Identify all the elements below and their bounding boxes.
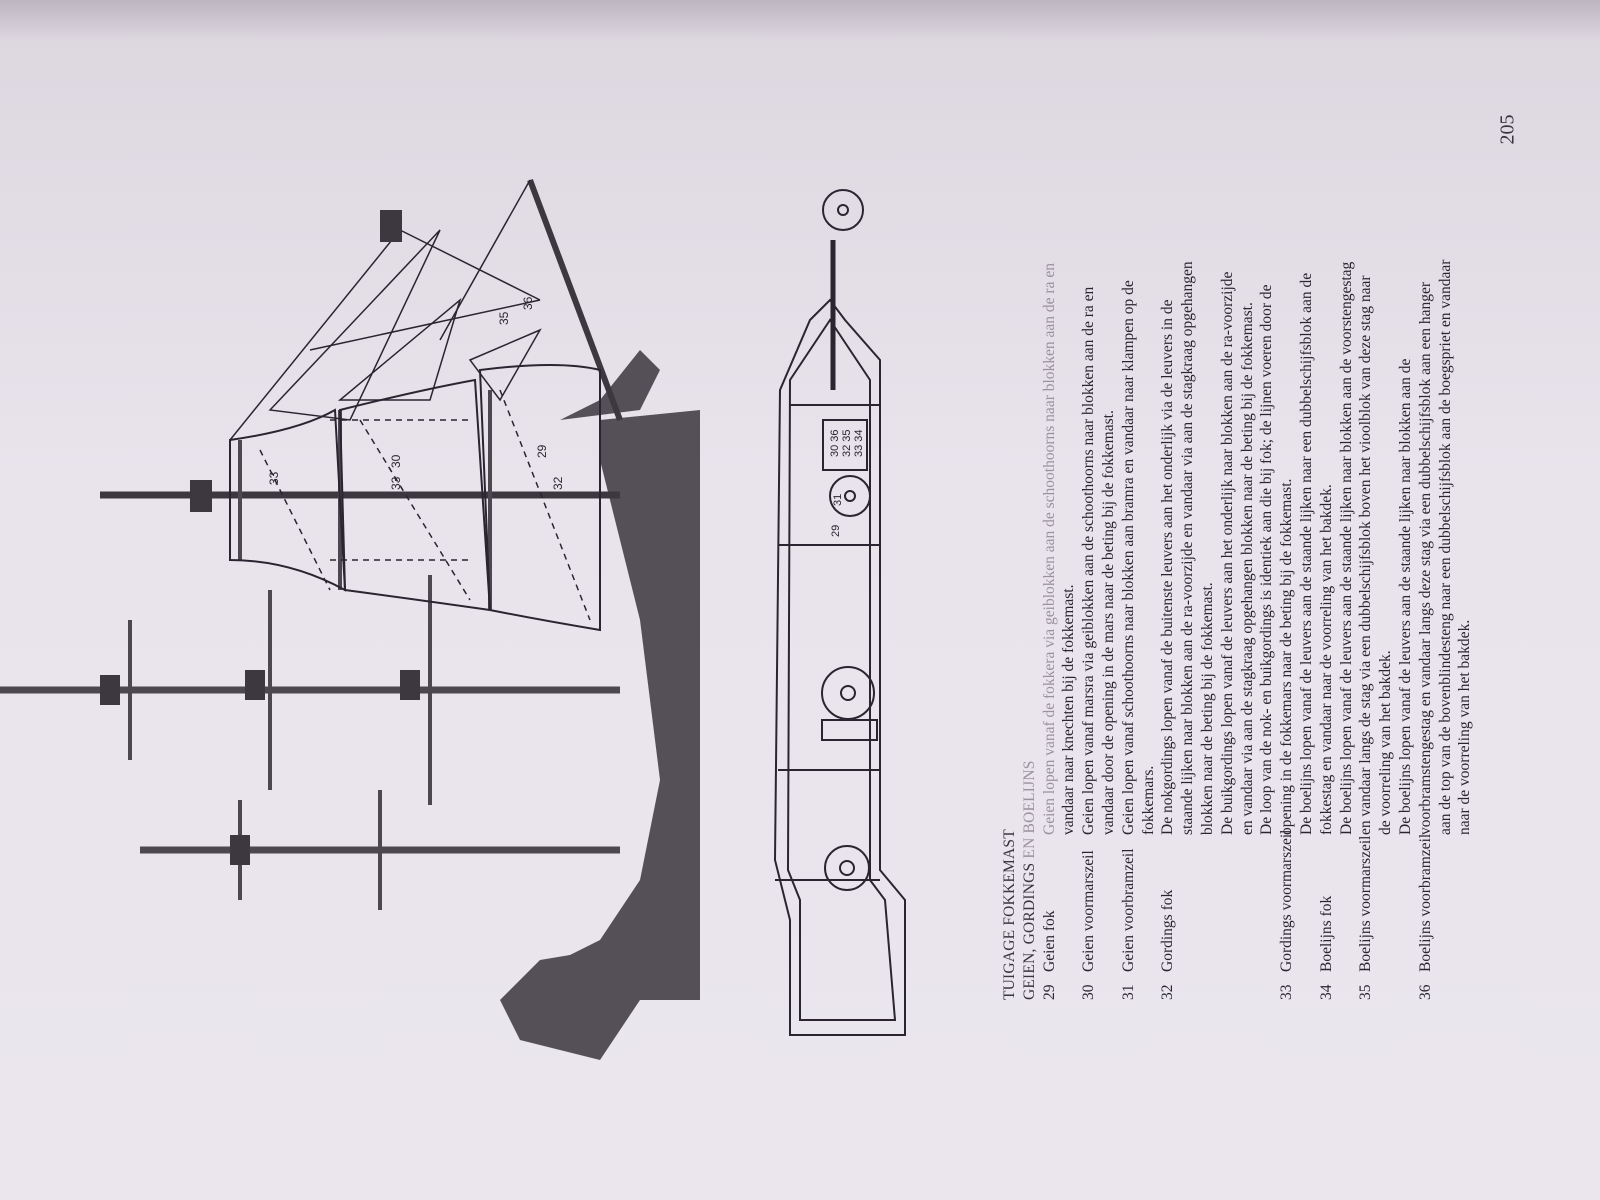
- entry-number: 33: [1278, 984, 1296, 1000]
- entry-34-line-1: [1317, 0, 1337, 1000]
- diagram-label-35: 35: [497, 311, 511, 325]
- entry-33-line-1: [1277, 0, 1297, 1000]
- entry-text: en vandaar langs de stag via een dubbelschijfsblok boven het vioolblok van deze stag naar: [1357, 275, 1375, 835]
- entry-31-line-2: [1139, 0, 1159, 1000]
- entry-label: Boelijns voorbramzeil: [1416, 833, 1434, 972]
- entry-36-line-3: [1455, 0, 1475, 1000]
- entry-number: 36: [1416, 984, 1434, 1000]
- caption-title: TUIGAGE FOKKEMAST: [1001, 829, 1018, 1000]
- plan-label-29: 29: [830, 524, 842, 537]
- entry-36-line-1: [1416, 0, 1436, 1000]
- entry-text: Geien lopen vanaf marsra via geiblokken aan de schoothoorns naar blokken aan de ra en: [1080, 286, 1098, 835]
- plan-label-30-36: 30 36: [829, 429, 841, 457]
- entry-text: De boelijns lopen vanaf de leuvers aan de staande lijken naar blokken aan de: [1396, 358, 1414, 835]
- entry-text: en vandaar via aan de stagkraag opgehangen blokken naar de beting bij de fokkemast.: [1238, 302, 1256, 835]
- entry-text: voorbramstengestag en vandaar langs deze stag via een dubbelschijfsblok aan een hanger: [1416, 281, 1434, 835]
- entry-label: Geien voorbramzeil: [1119, 848, 1137, 972]
- diagram-label-32: 32: [551, 476, 565, 490]
- entry-text: De nokgordings lopen vanaf de buitenste leuvers aan het onderlijk via de leuvers in de: [1159, 299, 1177, 835]
- entry-34-line-2: [1337, 0, 1357, 1000]
- entry-label: Gordings voormarszeil: [1278, 829, 1296, 972]
- diagram-label-31: 33: [267, 471, 281, 485]
- entry-text: vandaar door de opening in de mars naar de beting bij de fokkemast.: [1099, 410, 1117, 835]
- entry-text: vandaar naar knechten bij de fokkemast.: [1060, 584, 1078, 835]
- diagram-label-29: 29: [535, 444, 549, 458]
- entry-text: naar de voorreling van het bakdek.: [1456, 619, 1474, 835]
- page-number: 205: [1496, 114, 1519, 145]
- entry-32-line-1: [1158, 0, 1178, 1000]
- entry-text: aan de top van de bovenblindesteng naar een dubbelschijfsblok aan de boegspriet en vandaar: [1436, 259, 1454, 835]
- entry-text: De boelijns lopen vanaf de leuvers aan de staande lijken naar blokken aan de voorstengestag: [1337, 261, 1355, 835]
- entry-35-line-3: [1396, 0, 1416, 1000]
- plan-label-32-35: 32 35: [841, 429, 853, 457]
- entry-label: Geien voormarszeil: [1080, 850, 1098, 972]
- entry-32-line-2: [1178, 0, 1198, 1000]
- plan-label-33-34: 33 34: [853, 429, 865, 457]
- entry-30-line-1: [1079, 0, 1099, 1000]
- entry-number: 31: [1119, 984, 1137, 1000]
- entry-33-line-2: [1297, 0, 1317, 1000]
- entry-text: de voorreling van het bakdek.: [1377, 650, 1395, 835]
- entry-30-line-2: [1099, 0, 1119, 1000]
- entry-text: staande lijken naar blokken aan de ra-voorzijde en vandaar via aan de stagkraag opgehangen: [1179, 261, 1197, 835]
- plan-label-31: 31: [832, 493, 844, 506]
- entry-32-line-3: [1198, 0, 1218, 1000]
- diagram-label-36: 36: [521, 296, 535, 310]
- entry-text: Geien lopen vanaf schoothoorns naar blokken aan bramra en vandaar naar klampen op de: [1119, 280, 1137, 835]
- entry-29-line-2: [1059, 0, 1079, 1000]
- entry-32-line-4: [1218, 0, 1238, 1000]
- diagram-label-33: 33: [389, 476, 403, 490]
- entry-32-line-5: [1238, 0, 1258, 1000]
- entry-text: fokkestag en vandaar naar de voorreling van het bakdek.: [1317, 484, 1335, 835]
- entry-text: Geien lopen vanaf de fokkera via geiblokken aan de schoothoorns naar blokken aan de ra en: [1040, 263, 1058, 835]
- entry-text: De buikgordings lopen vanaf de leuvers aan het onderlijk naar blokken aan de ra-voorzijde: [1218, 271, 1236, 835]
- entry-35-line-2: [1376, 0, 1396, 1000]
- entry-label: Boelijns voormarszeil: [1357, 835, 1375, 972]
- entry-text: De loop van de nok- en buikgordings is identiek aan die bij fok; de lijnen voeren door de: [1258, 284, 1276, 835]
- entry-number: 29: [1040, 984, 1058, 1000]
- entry-35-line-1: [1356, 0, 1376, 1000]
- entry-label: Boelijns fok: [1317, 895, 1335, 972]
- entry-36-line-2: [1436, 0, 1456, 1000]
- entry-text: fokkemars.: [1139, 765, 1157, 835]
- entry-32-line-6: [1257, 0, 1277, 1000]
- entry-number: 32: [1159, 984, 1177, 1000]
- diagram-label-30: 30: [389, 454, 403, 468]
- entry-label: Geien fok: [1040, 910, 1058, 972]
- entry-text: De boelijns lopen vanaf de leuvers aan de staande lijken naar een dubbelschijfsblok aan de: [1297, 272, 1315, 835]
- entry-label: Gordings fok: [1159, 889, 1177, 972]
- entry-number: 34: [1317, 984, 1335, 1000]
- entry-number: 30: [1080, 984, 1098, 1000]
- entry-text: opening in de fokkemars naar de beting bij de fokkemast.: [1278, 478, 1296, 835]
- entry-number: 35: [1357, 984, 1375, 1000]
- caption-heading: [1000, 0, 1040, 1000]
- entry-29-line-1: [1040, 0, 1060, 1000]
- entry-text: blokken naar de beting bij de fokkemast.: [1198, 582, 1216, 835]
- caption-subtitle: GEIEN, GORDINGS EN BOELIJNS: [1020, 760, 1038, 1000]
- entry-31-line-1: [1119, 0, 1139, 1000]
- rigging-caption: [1000, 0, 1474, 1000]
